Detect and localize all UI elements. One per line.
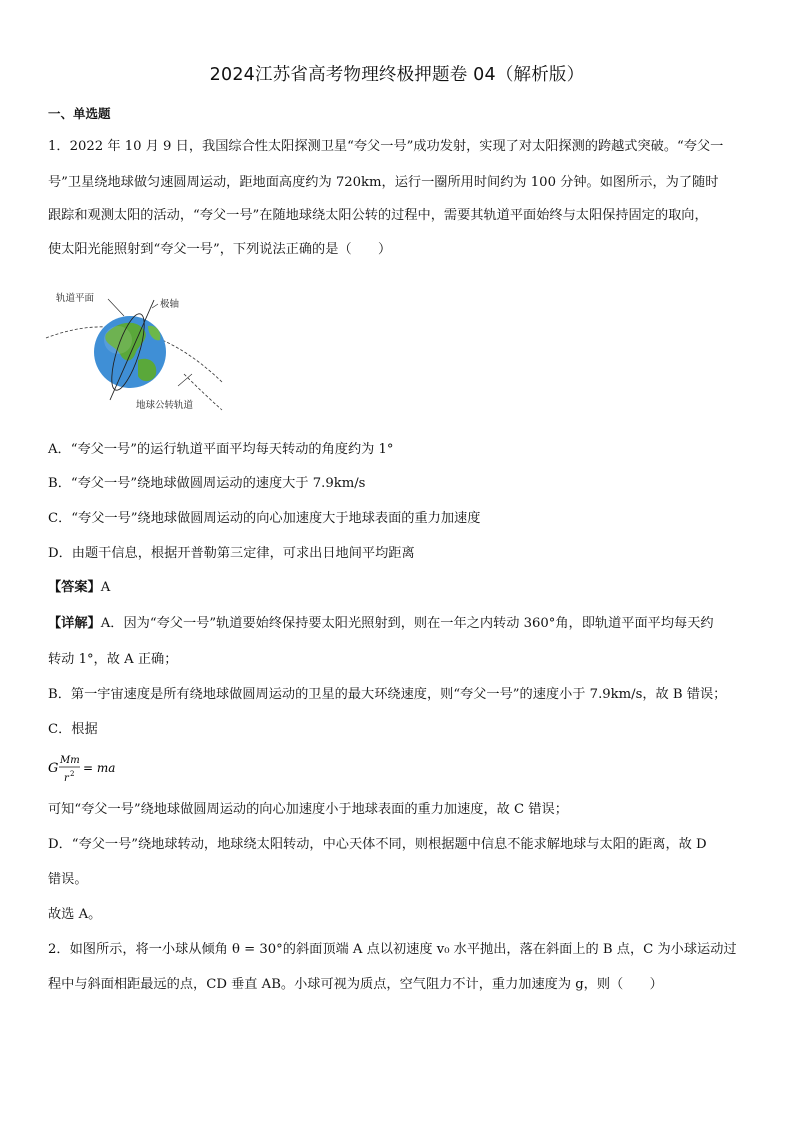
answer-value: A <box>100 580 111 595</box>
formula-numerator: Mm <box>60 755 80 766</box>
q2-stem-line-2: 程中与斜面相距最远的点，CD 垂直 AB。小球可视为质点，空气阻力不计，重力加速度为 g，则（ ） <box>48 977 663 992</box>
q1-explain-line-1 <box>48 615 748 633</box>
label-polar-axis: 极轴 <box>160 299 180 310</box>
q1-stem-line-4: 使太阳光能照射到“夸父一号”，下列说法正确的是（ ） <box>48 242 392 257</box>
q1-stem-line-2: 号”卫星绕地球做匀速圆周运动，距地面高度约为 720km，运行一圈所用时间约为 100 分钟。如图所示，为了随时 <box>48 175 719 190</box>
q1-stem-line-1: 1．2022 年 10 月 9 日，我国综合性太阳探测卫星“夸父一号”成功发射，实现了对太阳探测的跨越式突破。“夸父一 <box>48 139 724 154</box>
q1-option-c: C．“夸父一号”绕地球做圆周运动的向心加速度大于地球表面的重力加速度 <box>48 511 481 526</box>
q1-explain-after-3: 错误。 <box>48 872 88 887</box>
q1-explain-line-3: B．第一宇宙速度是所有绕地球做圆周运动的卫星的最大环绕速度，则“夸父一号”的速度小于 7.9km/s，故 B 错误； <box>48 687 727 702</box>
q1-explain-line-2: 转动 1°，故 A 正确； <box>48 652 178 667</box>
gravity-formula <box>48 750 138 786</box>
q1-stem-line-3: 跟踪和观测太阳的活动，“夸父一号”在随地球绕太阳公转的过程中，需要其轨道平面始终与太阳保持固定的取向， <box>48 208 708 223</box>
label-revolution-orbit: 地球公转轨道 <box>136 400 194 411</box>
q2-stem-line-1: 2．如图所示，将一小球从倾角 θ = 30°的斜面顶端 A 点以初速度 v₀ 水平抛出，落在斜面上的 B 点，C 为小球运动过 <box>48 942 737 957</box>
answer-label: 【答案】 <box>48 580 101 595</box>
q1-option-b: B．“夸父一号”绕地球做圆周运动的速度大于 7.9km/s <box>48 476 366 491</box>
section-heading: 一、单选题 <box>48 106 111 121</box>
q1-explain-after-2: D．“夸父一号”绕地球转动，地球绕太阳转动，中心天体不同，则根据题中信息不能求解地球与太阳的距离，故 D <box>48 837 707 852</box>
label-orbit-plane: 轨道平面 <box>56 293 95 304</box>
q1-option-d: D．由题干信息，根据开普勒第三定律，可求出日地间平均距离 <box>48 546 415 561</box>
page-title: 2024江苏省高考物理终极押题卷 04（解析版） <box>209 65 585 85</box>
q1-explain-line-4: C．根据 <box>48 722 98 737</box>
q1-option-a: A．“夸父一号”的运行轨道平面平均每天转动的角度约为 1° <box>48 442 394 457</box>
q1-answer <box>48 579 748 597</box>
q1-explain-after-1: 可知“夸父一号”绕地球做圆周运动的向心加速度小于地球表面的重力加速度，故 C 错误； <box>48 802 568 817</box>
q1-explain-after-4: 故选 A。 <box>48 907 102 922</box>
formula-rhs: = ma <box>83 761 116 775</box>
earth-orbit-figure <box>44 282 244 417</box>
formula-g: G <box>48 761 59 776</box>
formula-denominator: r <box>64 773 69 784</box>
explain-text-1: A．因为“夸父一号”轨道要始终保持要太阳光照射到，则在一年之内转动 360°角，即轨道平面平均每天约 <box>100 616 714 631</box>
explain-label: 【详解】 <box>48 616 101 631</box>
formula-power: 2 <box>70 770 75 778</box>
